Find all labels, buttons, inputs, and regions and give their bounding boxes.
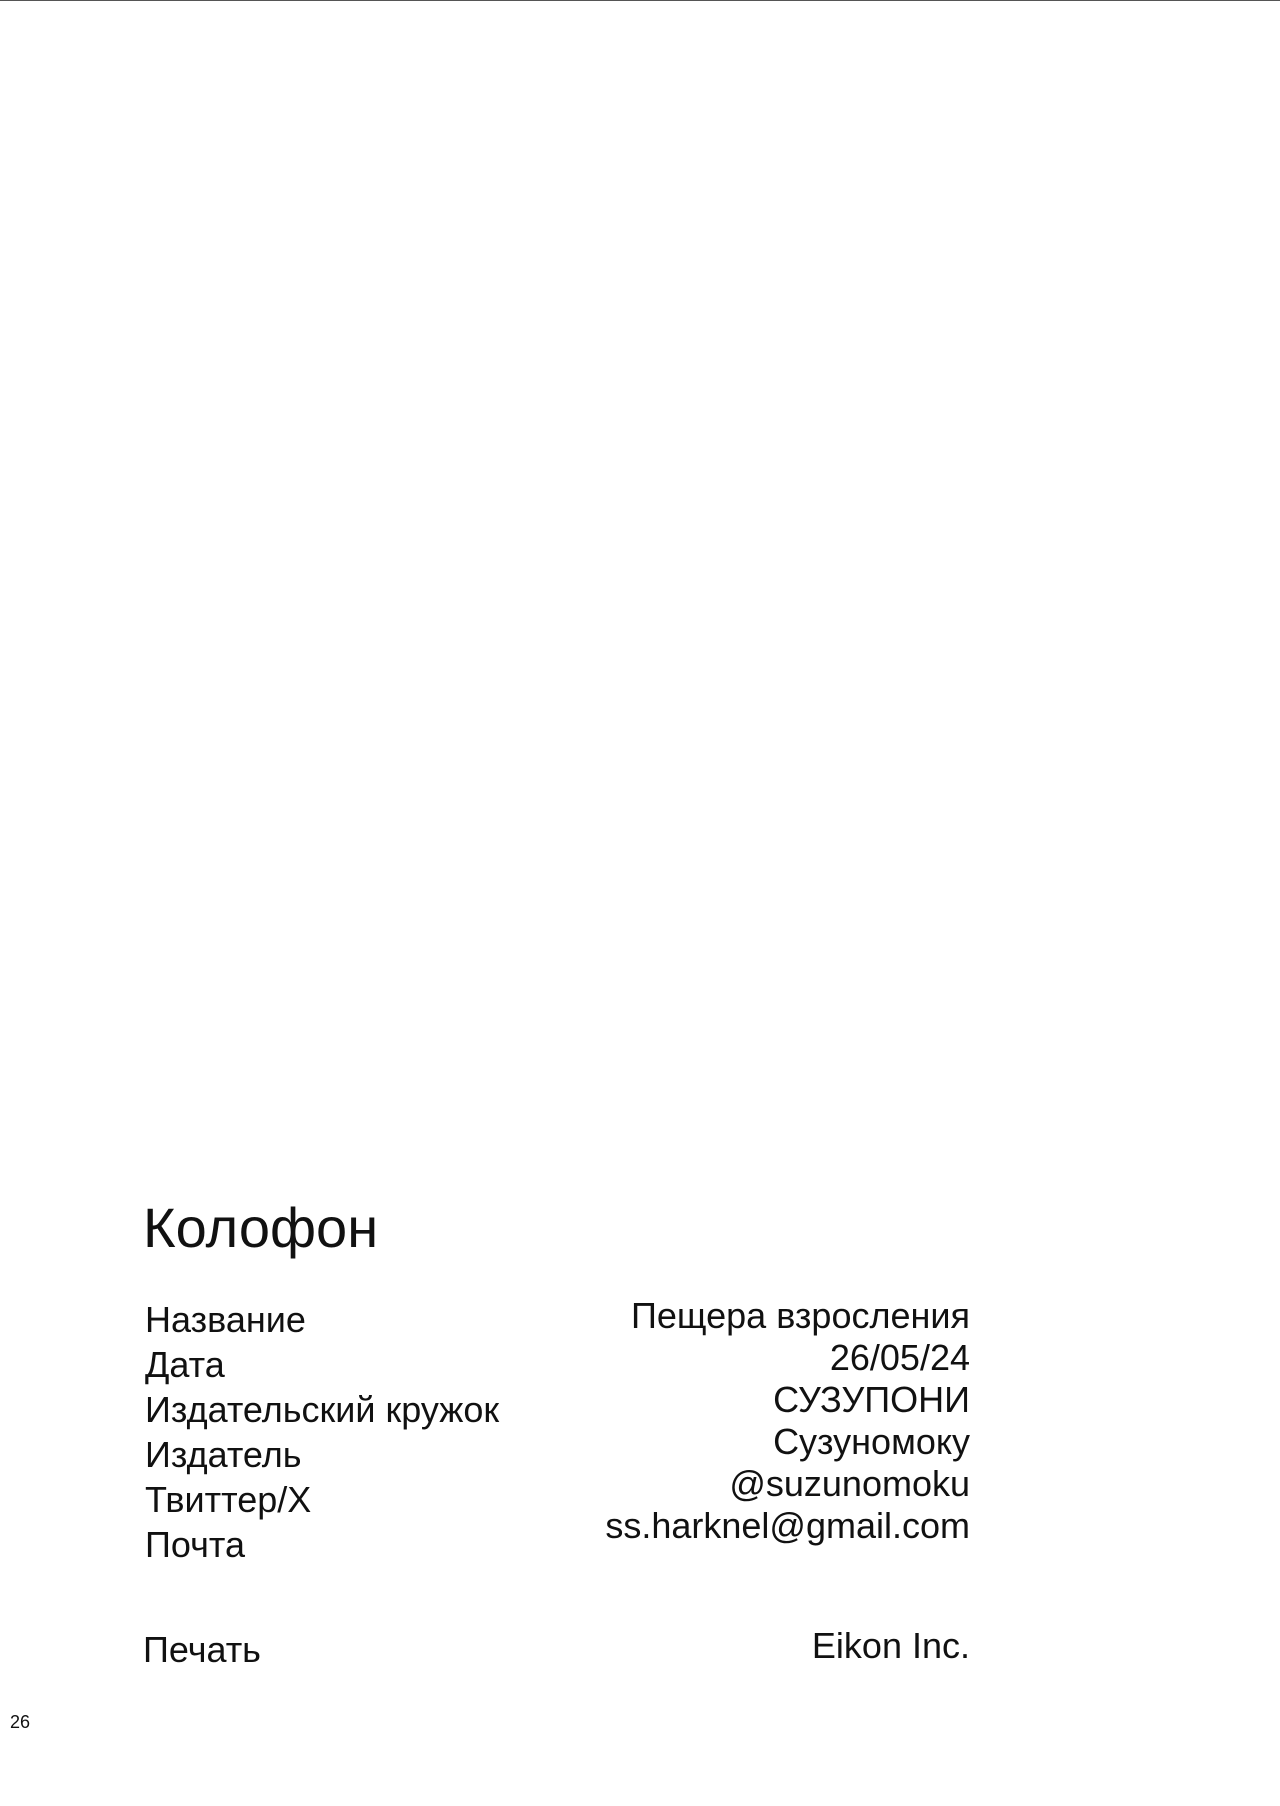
value-date: 26/05/24 xyxy=(829,1337,970,1378)
value-title: Пещера взросления xyxy=(631,1295,970,1336)
value-twitter: @suzunomoku xyxy=(729,1463,970,1504)
top-border-line xyxy=(0,0,1280,1)
colophon-labels xyxy=(145,1297,565,1567)
page-number: 26 xyxy=(10,1712,31,1732)
label-publisher: Издатель xyxy=(145,1434,302,1475)
colophon-title: Колофон xyxy=(143,1196,379,1259)
value-publisher: Сузуномоку xyxy=(773,1421,970,1462)
colophon-values xyxy=(560,1295,970,1547)
value-email: ss.harknel@gmail.com xyxy=(605,1505,970,1546)
label-twitter: Твиттер/Х xyxy=(145,1479,312,1520)
value-print: Eikon Inc. xyxy=(811,1625,970,1666)
label-print: Печать xyxy=(143,1629,261,1670)
label-email: Почта xyxy=(145,1524,245,1565)
value-circle: СУЗУПОНИ xyxy=(773,1379,970,1420)
label-circle: Издательский кружок xyxy=(145,1389,500,1430)
label-title: Название xyxy=(145,1299,306,1340)
label-date: Дата xyxy=(145,1344,225,1385)
